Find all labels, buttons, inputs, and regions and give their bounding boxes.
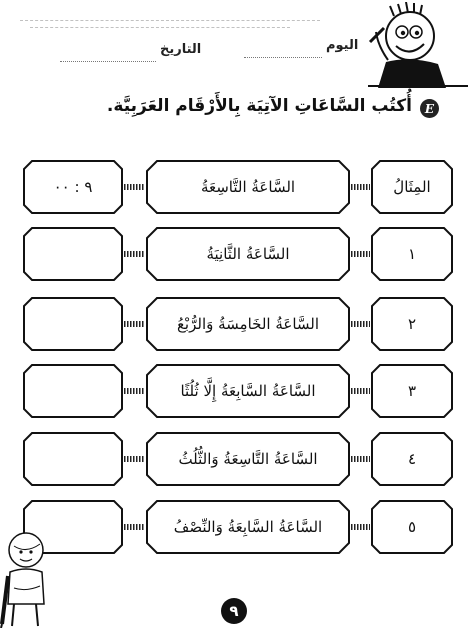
answer-value: ٩ : ٠٠ bbox=[53, 178, 93, 196]
answer-box[interactable] bbox=[22, 226, 124, 282]
time-phrase: السَّاعَةُ السَّابِعَةُ وَالنِّصْفُ bbox=[173, 518, 323, 536]
dotted-connector bbox=[124, 388, 145, 394]
answer-value bbox=[22, 296, 124, 352]
dotted-connector bbox=[124, 456, 145, 462]
time-phrase-box bbox=[145, 431, 351, 487]
exercise-row bbox=[0, 296, 474, 352]
date-line bbox=[60, 61, 156, 62]
row-number-box bbox=[370, 363, 454, 419]
dotted-connector bbox=[351, 456, 370, 462]
time-phrase: السَّاعَةُ الثَّانِيَةُ bbox=[206, 245, 290, 263]
exercise-row bbox=[0, 431, 474, 487]
dotted-connector bbox=[351, 251, 370, 257]
exercise-row bbox=[0, 499, 474, 555]
time-phrase-box bbox=[145, 363, 351, 419]
boy-illustration bbox=[368, 2, 468, 88]
dotted-connector bbox=[351, 184, 370, 190]
dotted-connector bbox=[351, 524, 370, 530]
row-number: ٢ bbox=[407, 315, 417, 333]
dotted-connector bbox=[351, 321, 370, 327]
row-number: ٤ bbox=[407, 450, 417, 468]
row-number-box bbox=[370, 159, 454, 215]
time-phrase-box bbox=[145, 499, 351, 555]
answer-box[interactable] bbox=[22, 363, 124, 419]
date-label: التاريخ bbox=[160, 42, 202, 57]
dotted-connector bbox=[124, 321, 145, 327]
day-label: اليوم bbox=[326, 38, 359, 53]
time-phrase: السَّاعَةُ الخَامِسَةُ وَالرُّبْعُ bbox=[176, 315, 320, 333]
row-number: المِثَالُ bbox=[393, 178, 431, 196]
answer-box[interactable] bbox=[22, 431, 124, 487]
instruction-text: أُكتُب السَّاعَاتِ الآتِيَة بِالأَرْقَام العَرَبِيَّة. bbox=[106, 96, 412, 116]
answer-value bbox=[22, 226, 124, 282]
row-number-box bbox=[370, 226, 454, 282]
day-line bbox=[244, 57, 322, 58]
answer-box[interactable] bbox=[22, 296, 124, 352]
dotted-connector bbox=[124, 524, 145, 530]
time-phrase: السَّاعَةُ التَّاسِعَةُ وَالثُّلُثُ bbox=[178, 450, 318, 468]
exercise-badge: E bbox=[420, 99, 439, 118]
row-number: ٣ bbox=[407, 382, 417, 400]
row-number: ١ bbox=[407, 245, 417, 263]
answer-box[interactable] bbox=[22, 159, 124, 215]
time-phrase-box bbox=[145, 296, 351, 352]
time-phrase: السَّاعَةُ السَّابِعَةُ إِلَّا ثُلُثًا bbox=[180, 382, 316, 400]
dotted-connector bbox=[124, 251, 145, 257]
dotted-connector bbox=[351, 388, 370, 394]
time-phrase-box bbox=[145, 159, 351, 215]
time-phrase: السَّاعَةُ التَّاسِعَةُ bbox=[200, 178, 296, 196]
exercise-row bbox=[0, 159, 474, 215]
row-number-box bbox=[370, 499, 454, 555]
row-number-box bbox=[370, 431, 454, 487]
pencil-boy-illustration bbox=[0, 528, 62, 628]
answer-value bbox=[22, 363, 124, 419]
scan-mark bbox=[30, 27, 290, 28]
row-number-box bbox=[370, 296, 454, 352]
scan-mark bbox=[20, 20, 320, 21]
dotted-connector bbox=[124, 184, 145, 190]
answer-value bbox=[22, 431, 124, 487]
exercise-row bbox=[0, 363, 474, 419]
page-number: ٩ bbox=[221, 598, 247, 624]
exercise-row bbox=[0, 226, 474, 282]
row-number: ٥ bbox=[407, 518, 417, 536]
time-phrase-box bbox=[145, 226, 351, 282]
